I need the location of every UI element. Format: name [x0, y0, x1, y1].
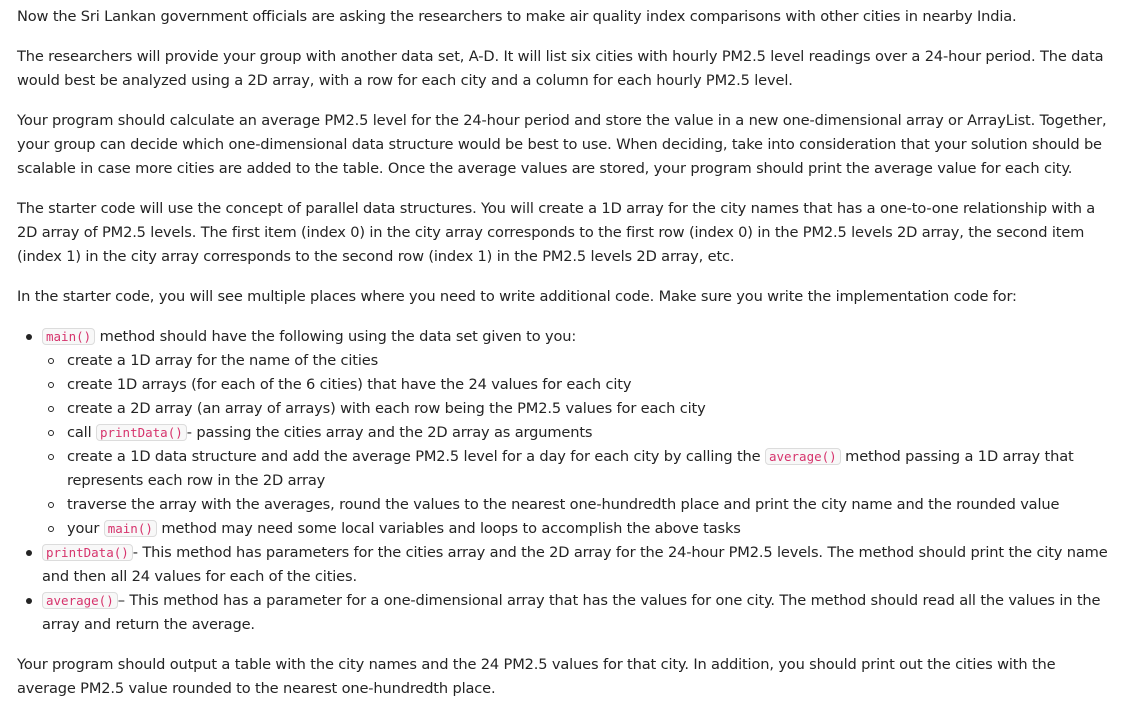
sublist-item: traverse the array with the averages, round the values to the nearest one-hundredth place and print the city name and the rounded value	[42, 493, 1114, 517]
average-paragraph: Your program should calculate an average PM2.5 level for the 24-hour period and store the value in a new one-dimensional array or ArrayList. Together, your group can decide which one-dimensional data structure would be best to use. When deciding, take into consideration that your solution should be scalable in case more cities are added to the table. Once the average values are stored, your program should print the average value for each city.	[17, 112, 1107, 177]
sublist-item	[42, 421, 1114, 445]
sublist-text: - passing the cities array and the 2D array as arguments	[186, 424, 593, 441]
sublist-text: create a 1D data structure and add the average PM2.5 level for a day for each city by calling the	[67, 448, 765, 465]
sublist-item: create 1D arrays (for each of the 6 cities) that have the 24 values for each city	[42, 373, 1114, 397]
intro-paragraph: Now the Sri Lankan government officials are asking the researchers to make air quality index comparisons with other cities in nearby India.	[17, 8, 1017, 25]
sublist-item: create a 2D array (an array of arrays) with each row being the PM2.5 values for each city	[42, 397, 1114, 421]
output-paragraph: Your program should output a table with the city names and the 24 PM2.5 values for that city. In addition, you should print out the cities with the average PM2.5 value rounded to the nearest one-hundredth place.	[17, 656, 1056, 697]
sublist-text: call	[67, 424, 96, 441]
dataset-paragraph: The researchers will provide your group with another data set, A-D. It will list six cities with hourly PM2.5 level readings over a 24-hour period. The data would best be analyzed using a 2D array, with a row for each city and a column for each hourly PM2.5 level.	[17, 48, 1104, 89]
sublist-item	[42, 445, 1114, 493]
sublist-text: method may need some local variables and loops to accomplish the above tasks	[156, 520, 741, 537]
parallel-structures-paragraph: The starter code will use the concept of parallel data structures. You will create a 1D array for the city names that has a one-to-one relationship with a 2D array of PM2.5 levels. The first item (index 0) in the city array corresponds to the first row (index 0) in the PM2.5 levels 2D array, the second item (index 1) in the city array corresponds to the second row (index 1) in the PM2.5 levels 2D array, etc.	[17, 200, 1096, 265]
inline-code-average: average()	[765, 448, 841, 465]
sublist-text: method passing a 1D array that represents each row in the 2D array	[67, 448, 1074, 489]
inline-code-average: average()	[42, 592, 118, 609]
list-item-text: - This method has parameters for the cities array and the 2D array for the 24-hour PM2.5 levels. The method should print the city name and then all 24 values for each of the cities.	[42, 544, 1108, 585]
sublist-text: your	[67, 520, 104, 537]
inline-code-main: main()	[104, 520, 157, 537]
list-item-average	[17, 589, 1114, 637]
list-item-main	[17, 325, 1114, 541]
starter-code-paragraph: In the starter code, you will see multiple places where you need to write additional code. Make sure you write the implementation code for:	[17, 288, 1017, 305]
sublist-item: create a 1D array for the name of the cities	[42, 349, 1114, 373]
main-sublist	[42, 349, 1114, 541]
inline-code-printdata: printData()	[96, 424, 187, 441]
inline-code-main: main()	[42, 328, 95, 345]
sublist-item	[42, 517, 1114, 541]
implementation-list	[17, 325, 1114, 637]
list-item-text: method should have the following using the data set given to you:	[95, 328, 577, 345]
inline-code-printdata: printData()	[42, 544, 133, 561]
list-item-printdata	[17, 541, 1114, 589]
list-item-text: – This method has a parameter for a one-dimensional array that has the values for one city. The method should read all the values in the array and return the average.	[42, 592, 1101, 633]
